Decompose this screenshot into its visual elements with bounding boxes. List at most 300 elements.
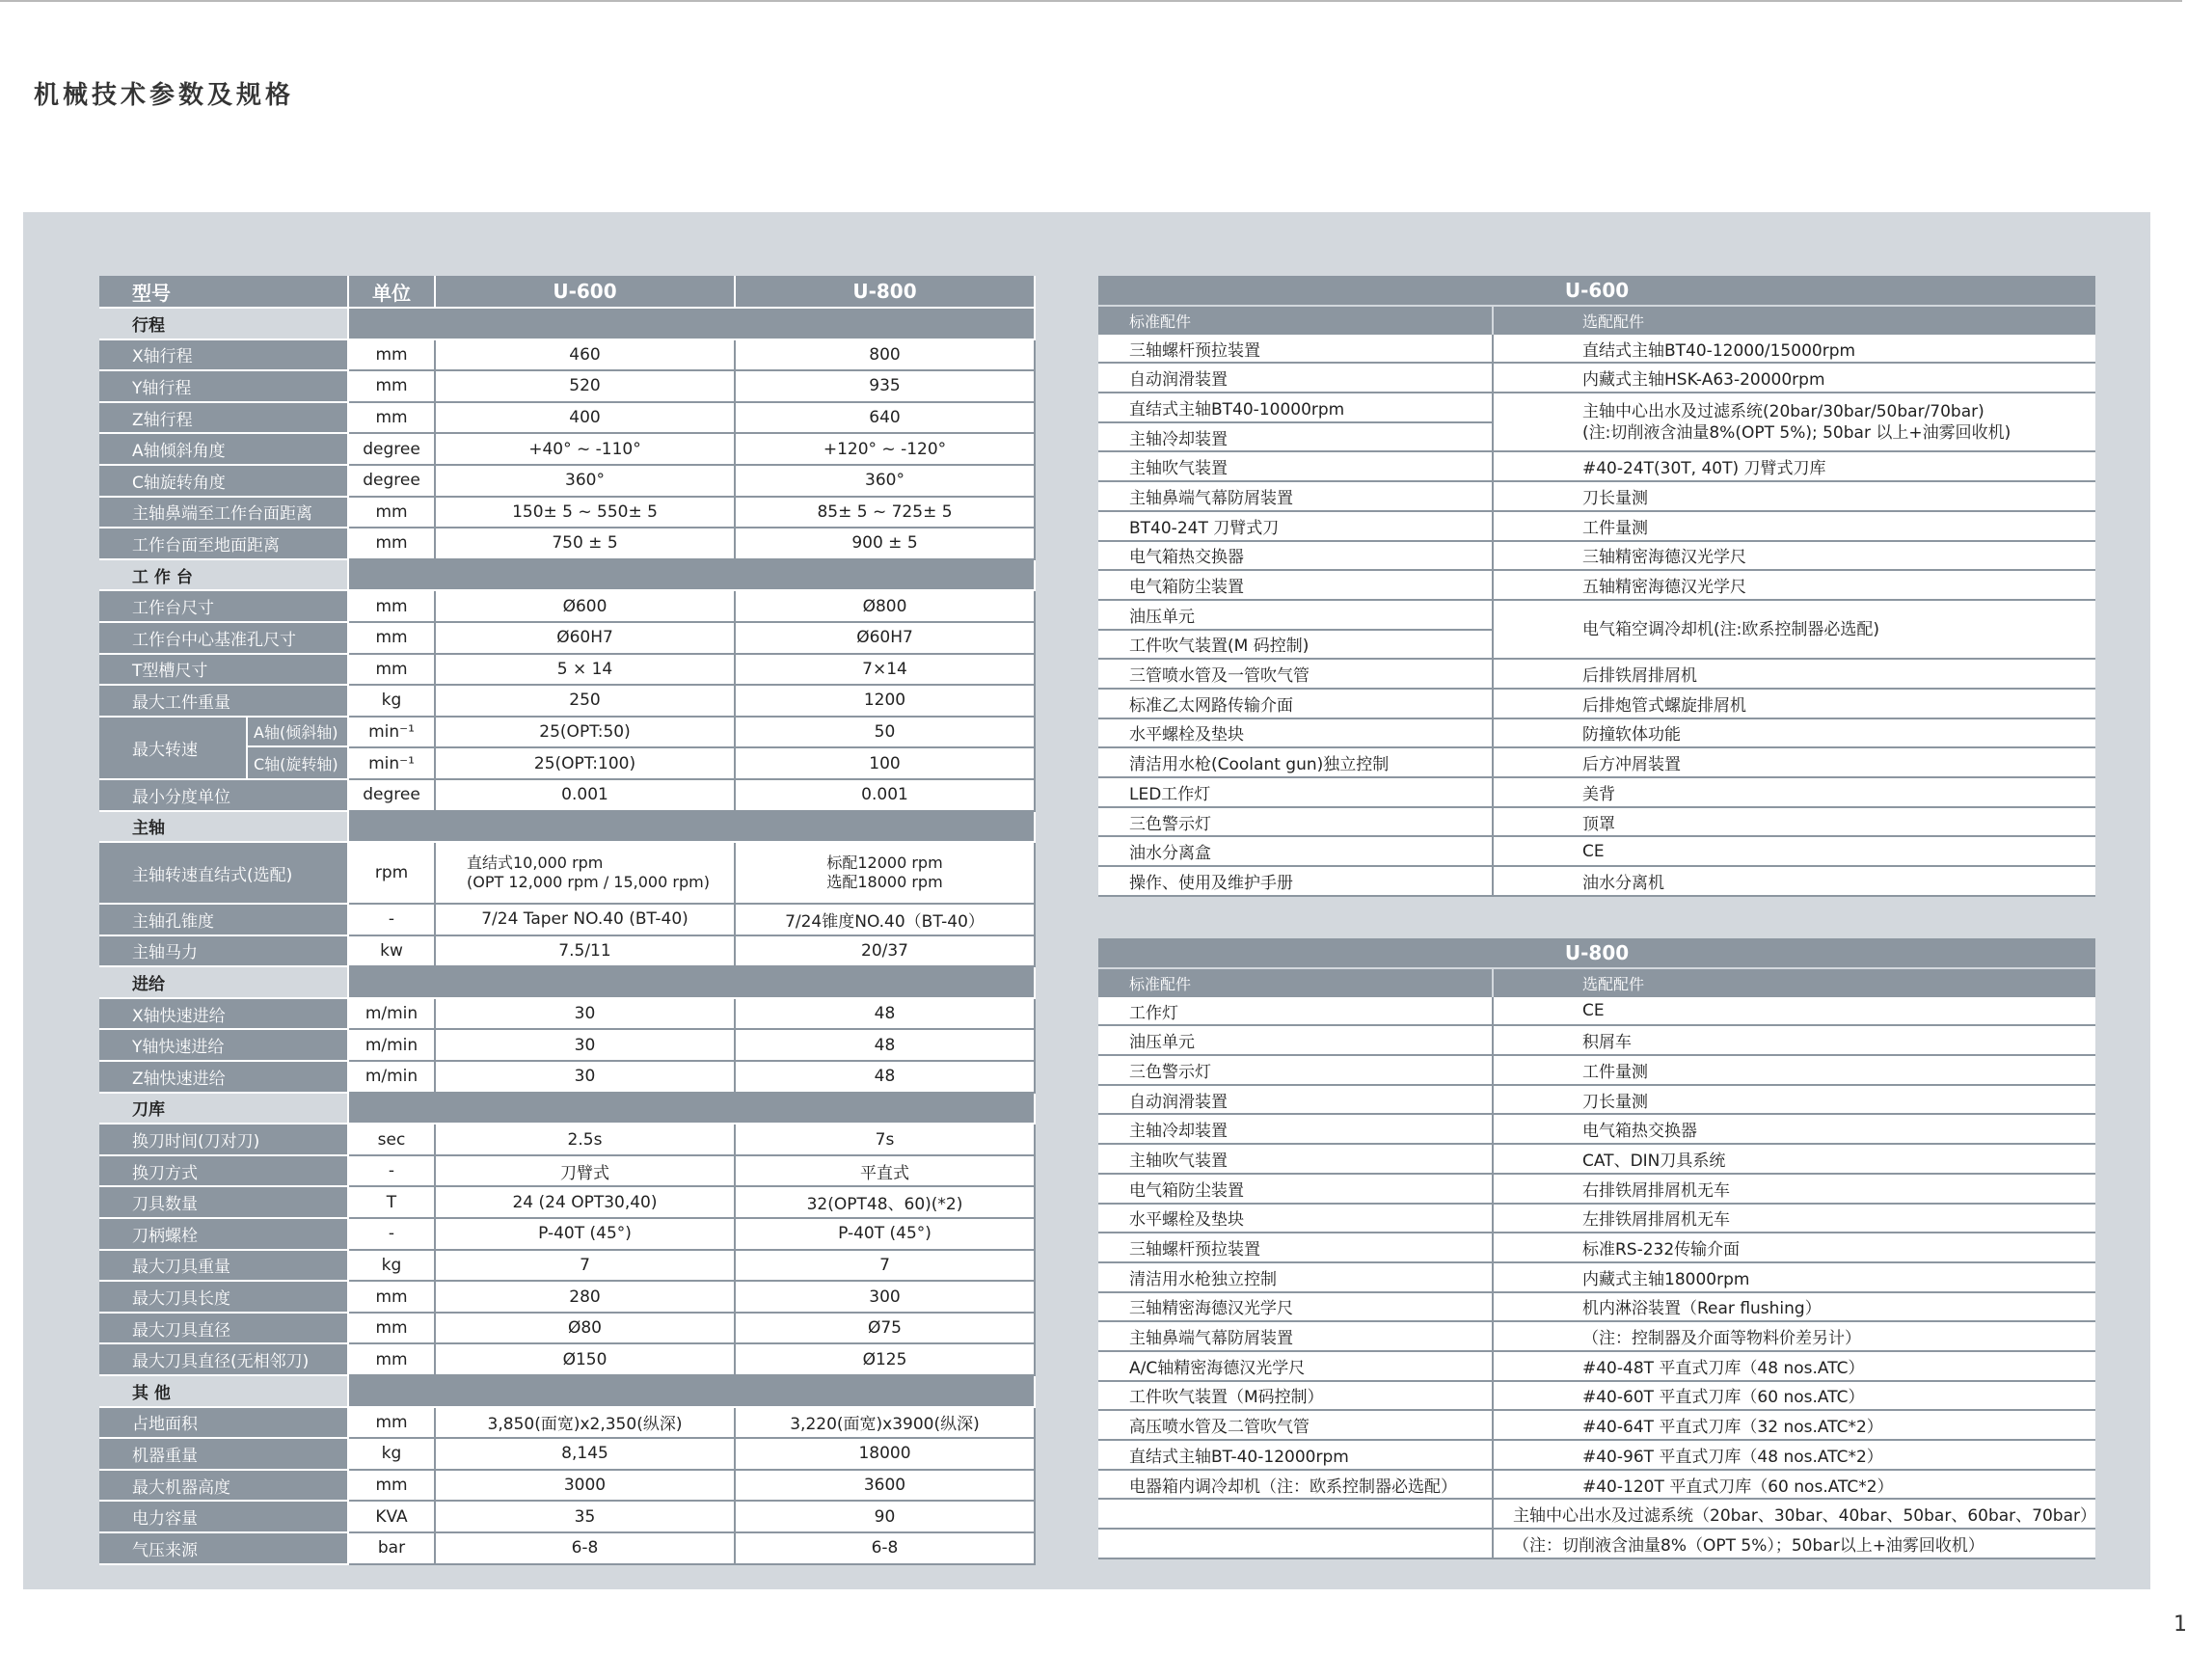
spec-label: 换刀方式 (99, 1155, 348, 1187)
spec-value-u600: 250 (435, 685, 735, 717)
u800-row (1098, 1204, 2095, 1233)
spec-label: 换刀时间(刀对刀) (99, 1124, 348, 1155)
spec-label: 气压来源 (99, 1532, 348, 1564)
spec-unit: min⁻¹ (348, 717, 435, 748)
spec-value-u800: 50 (735, 717, 1035, 748)
u600-optional-item: 油水分离机 (1493, 866, 2095, 896)
u800-standard-item: 电器箱内调冷却机（注：欧系控制器必选配） (1098, 1470, 1493, 1500)
spec-unit: - (348, 1218, 435, 1250)
u600-standard-item: 操作、使用及维护手册 (1098, 866, 1493, 896)
u600-row (1098, 393, 2095, 422)
u600-optional-item: 顶罩 (1493, 807, 2095, 837)
spec-unit: mm (348, 622, 435, 654)
spec-value-u800: 360° (735, 465, 1035, 497)
spec-value-u800: 7s (735, 1124, 1035, 1155)
spec-label: 占地面积 (99, 1407, 348, 1439)
spec-value-u800: 800 (735, 339, 1035, 371)
spec-row (99, 1470, 1035, 1502)
u800-optional-item: CE (1493, 997, 2095, 1026)
header-u600: U-600 (435, 276, 735, 308)
spec-row (99, 497, 1035, 528)
top-rule (0, 0, 2182, 2)
spec-value-u800: P-40T (45°) (735, 1218, 1035, 1250)
spec-row (99, 370, 1035, 402)
spec-row (99, 1029, 1035, 1061)
u600-optional-item: CE (1493, 836, 2095, 866)
spec-unit: mm (348, 654, 435, 686)
spec-section-title: 工 作 台 (99, 559, 348, 591)
u800-optional-item: 右排铁屑排屑机无车 (1493, 1174, 2095, 1204)
spec-unit: m/min (348, 998, 435, 1030)
u600-standard-item: 主轴鼻端气幕防屑装置 (1098, 481, 1493, 511)
spec-section-row (99, 811, 1035, 843)
u600-body (1098, 335, 2095, 896)
u800-row (1098, 1233, 2095, 1262)
spec-value-u800: 7 (735, 1250, 1035, 1282)
spec-unit: mm (348, 590, 435, 622)
max-speed-sub-a: A轴(倾斜轴) (248, 718, 347, 748)
spec-value-u800: 32(OPT48、60)(*2) (735, 1186, 1035, 1218)
u600-standard-item: 主轴吹气装置 (1098, 451, 1493, 481)
spec-value-u600: 2.5s (435, 1124, 735, 1155)
u600-row (1098, 363, 2095, 393)
spec-label: 刀柄螺栓 (99, 1218, 348, 1250)
u600-optional-item: 后方冲屑装置 (1493, 747, 2095, 777)
u800-optional-item: 内藏式主轴18000rpm (1493, 1262, 2095, 1292)
spec-section-row (99, 308, 1035, 339)
spec-value-u800: 48 (735, 998, 1035, 1030)
spec-row (99, 1313, 1035, 1344)
spec-label: Z轴快速进给 (99, 1061, 348, 1093)
spec-row (99, 1281, 1035, 1313)
u600-standard-item: 清洁用水枪(Coolant gun)独立控制 (1098, 747, 1493, 777)
spec-value-u600: 3000 (435, 1470, 735, 1502)
u600-optional-item: 美背 (1493, 777, 2095, 807)
u800-row (1098, 1499, 2095, 1529)
u800-row (1098, 1292, 2095, 1322)
spec-label-max-speed (99, 717, 348, 779)
spec-value-u800: 7/24锥度NO.40（BT-40） (735, 904, 1035, 935)
spec-unit: degree (348, 433, 435, 465)
u600-standard-item: BT40-24T 刀臂式刀 (1098, 511, 1493, 541)
u800-row (1098, 1144, 2095, 1174)
u800-standard-item: 水平螺栓及垫块 (1098, 1204, 1493, 1233)
spec-row (99, 779, 1035, 811)
spec-unit: mm (348, 370, 435, 402)
u800-row (1098, 1055, 2095, 1085)
spec-section-title: 其 他 (99, 1375, 348, 1407)
u600-standard-item: 三色警示灯 (1098, 807, 1493, 837)
u800-row (1098, 997, 2095, 1026)
spec-unit: KVA (348, 1501, 435, 1532)
spec-value-u800: 935 (735, 370, 1035, 402)
spec-value-u600: Ø600 (435, 590, 735, 622)
spec-unit: mm (348, 1313, 435, 1344)
spec-value-u600: 460 (435, 339, 735, 371)
max-speed-subs (246, 718, 347, 778)
u800-standard-item: 主轴吹气装置 (1098, 1144, 1493, 1174)
u600-optional-item: 刀长量测 (1493, 481, 2095, 511)
spec-unit: mm (348, 402, 435, 434)
u800-optional-item: #40-120T 平直式刀库（60 nos.ATC*2） (1493, 1470, 2095, 1500)
spec-value-u800: Ø125 (735, 1343, 1035, 1375)
spec-section-row (99, 966, 1035, 998)
spec-row (99, 1186, 1035, 1218)
spec-section-bar (348, 559, 1035, 591)
u800-optional-item: 积屑车 (1493, 1025, 2095, 1055)
spec-value-u600: 750 ± 5 (435, 528, 735, 559)
spec-label: 工作台面至地面距离 (99, 528, 348, 559)
spec-section-row (99, 1093, 1035, 1125)
spec-unit: kg (348, 685, 435, 717)
u800-row (1098, 1410, 2095, 1440)
spec-value-u800: 85± 5 ~ 725± 5 (735, 497, 1035, 528)
spec-value-u600: Ø80 (435, 1313, 735, 1344)
u800-row (1098, 1321, 2095, 1351)
u600-standard-item: 自动润滑装置 (1098, 363, 1493, 393)
u800-optional-item: #40-64T 平直式刀库（32 nos.ATC*2） (1493, 1410, 2095, 1440)
spec-label: 工作台尺寸 (99, 590, 348, 622)
spec-value-u600: 直结式10,000 rpm (OPT 12,000 rpm / 15,000 rpm) (435, 842, 735, 904)
spec-row (99, 842, 1035, 904)
spec-value-u600: 30 (435, 1061, 735, 1093)
spec-row (99, 685, 1035, 717)
u600-standard-item: 电气箱防尘装置 (1098, 570, 1493, 600)
u800-standard-item: 油压单元 (1098, 1025, 1493, 1055)
u600-standard-item: 主轴冷却装置 (1098, 422, 1493, 452)
spec-value-u600: P-40T (45°) (435, 1218, 735, 1250)
u600-row (1098, 451, 2095, 481)
u600-standard-item: 工件吹气装置(M 码控制) (1098, 630, 1493, 660)
u600-optional-item: 后排炮管式螺旋排屑机 (1493, 689, 2095, 718)
spec-row (99, 622, 1035, 654)
u600-row (1098, 747, 2095, 777)
spec-value-u600: +40° ~ -110° (435, 433, 735, 465)
u800-standard-item (1098, 1529, 1493, 1558)
u600-row (1098, 541, 2095, 571)
u800-standard-item: 工件吹气装置（M码控制） (1098, 1381, 1493, 1411)
u800-title: U-800 (1098, 938, 2095, 968)
spec-row (99, 465, 1035, 497)
spec-label: 机器重量 (99, 1438, 348, 1470)
u800-standard-item: 主轴冷却装置 (1098, 1114, 1493, 1144)
spec-value-u600: 150± 5 ~ 550± 5 (435, 497, 735, 528)
u600-row (1098, 481, 2095, 511)
header-u800: U-800 (735, 276, 1035, 308)
spec-value-u600: 8,145 (435, 1438, 735, 1470)
spec-value-u600: 280 (435, 1281, 735, 1313)
spec-row (99, 528, 1035, 559)
spec-unit: kw (348, 935, 435, 967)
spec-label: 主轴鼻端至工作台面距离 (99, 497, 348, 528)
spec-value-u800: 900 ± 5 (735, 528, 1035, 559)
spec-value-u800: 640 (735, 402, 1035, 434)
spec-value-u800: 90 (735, 1501, 1035, 1532)
u600-row (1098, 777, 2095, 807)
u800-standard-item: 自动润滑装置 (1098, 1085, 1493, 1115)
u800-body (1098, 997, 2095, 1558)
spec-section-title: 进给 (99, 966, 348, 998)
spec-unit: sec (348, 1124, 435, 1155)
u600-optional-item: 直结式主轴BT40-12000/15000rpm (1493, 335, 2095, 364)
spec-row (99, 654, 1035, 686)
spec-label: 电力容量 (99, 1501, 348, 1532)
u800-row (1098, 1025, 2095, 1055)
spec-body (99, 308, 1035, 1564)
spec-label: X轴行程 (99, 339, 348, 371)
spec-label: T型槽尺寸 (99, 654, 348, 686)
u600-standard-item: 油压单元 (1098, 600, 1493, 630)
u800-standard-item: 直结式主轴BT-40-12000rpm (1098, 1440, 1493, 1470)
u600-standard-item: 三管喷水管及一管吹气管 (1098, 659, 1493, 689)
u600-title: U-600 (1098, 276, 2095, 306)
spec-section-title: 主轴 (99, 811, 348, 843)
spec-label: X轴快速进给 (99, 998, 348, 1030)
spec-label: 最大刀具直径 (99, 1313, 348, 1344)
spec-row (99, 590, 1035, 622)
u600-row (1098, 689, 2095, 718)
spec-unit: degree (348, 465, 435, 497)
header-model: 型号 (99, 276, 348, 308)
spec-value-u800: 6-8 (735, 1532, 1035, 1564)
spec-unit: kg (348, 1250, 435, 1282)
spec-unit: rpm (348, 842, 435, 904)
spec-value-u800: 20/37 (735, 935, 1035, 967)
u800-optional-item: （注：控制器及介面等物料价差另计） (1493, 1321, 2095, 1351)
spec-unit: mm (348, 528, 435, 559)
u600-optional-item: 五轴精密海德汉光学尺 (1493, 570, 2095, 600)
spec-section-title: 行程 (99, 308, 348, 339)
u800-optional-item: #40-96T 平直式刀库（48 nos.ATC*2） (1493, 1440, 2095, 1470)
spec-value-u800: 300 (735, 1281, 1035, 1313)
spec-row (99, 1124, 1035, 1155)
spec-unit: degree (348, 779, 435, 811)
spec-unit: mm (348, 1281, 435, 1313)
u800-optional-item: 左排铁屑排屑机无车 (1493, 1204, 2095, 1233)
spec-row (99, 1438, 1035, 1470)
spec-label: 最大机器高度 (99, 1470, 348, 1502)
spec-value-u800: 48 (735, 1029, 1035, 1061)
spec-unit: mm (348, 1343, 435, 1375)
spec-value-u800: 1200 (735, 685, 1035, 717)
u600-standard-item: 三轴螺杆预拉装置 (1098, 335, 1493, 364)
spec-value-u800: 3600 (735, 1470, 1035, 1502)
max-speed-sub-c: C轴(旋转轴) (254, 754, 338, 773)
spec-row (99, 339, 1035, 371)
u800-standard-item: A/C轴精密海德汉光学尺 (1098, 1351, 1493, 1381)
u600-col-standard: 标准配件 (1098, 306, 1493, 335)
spec-label: 最小分度单位 (99, 779, 348, 811)
spec-value-u600: 520 (435, 370, 735, 402)
spec-section-row (99, 559, 1035, 591)
u600-optional-item: 三轴精密海德汉光学尺 (1493, 541, 2095, 571)
spec-value-u600: 刀臂式 (435, 1155, 735, 1187)
spec-value-u600: 7.5/11 (435, 935, 735, 967)
spec-row (99, 1343, 1035, 1375)
spec-row (99, 1501, 1035, 1532)
page-title: 机械技术参数及规格 (34, 81, 295, 110)
spec-label: 工作台中心基准孔尺寸 (99, 622, 348, 654)
u800-row (1098, 1351, 2095, 1381)
spec-row (99, 1061, 1035, 1093)
u800-optional-item: #40-48T 平直式刀库（48 nos.ATC） (1493, 1351, 2095, 1381)
u800-col-standard: 标准配件 (1098, 968, 1493, 997)
u600-row (1098, 511, 2095, 541)
page-number: 1 (2174, 1612, 2187, 1637)
u600-optional-item: 内藏式主轴HSK-A63-20000rpm (1493, 363, 2095, 393)
spec-value-u800: 平直式 (735, 1155, 1035, 1187)
u600-row (1098, 659, 2095, 689)
spec-label: Z轴行程 (99, 402, 348, 434)
u600-optional-item: 电气箱空调冷却机(注:欧系控制器必选配) (1493, 600, 2095, 659)
u600-row (1098, 570, 2095, 600)
max-speed-text: 最大转速 (132, 740, 198, 760)
spec-unit: kg (348, 1438, 435, 1470)
u600-standard-item: 标准乙太网路传输介面 (1098, 689, 1493, 718)
u800-accessory-table (1098, 938, 2095, 1559)
u600-row (1098, 807, 2095, 837)
spec-section-bar (348, 1093, 1035, 1125)
spec-value-u600: Ø60H7 (435, 622, 735, 654)
spec-unit: bar (348, 1532, 435, 1564)
spec-section-row (99, 1375, 1035, 1407)
spec-label: 主轴马力 (99, 935, 348, 967)
spec-value-u600: 7 (435, 1250, 735, 1282)
u600-row (1098, 600, 2095, 630)
spec-value-u800: Ø800 (735, 590, 1035, 622)
header-unit: 单位 (348, 276, 435, 308)
spec-table (99, 276, 1036, 1565)
spec-value-u600: 24 (24 OPT30,40) (435, 1186, 735, 1218)
u600-row (1098, 866, 2095, 896)
spec-value-u600: 30 (435, 1029, 735, 1061)
spec-value-u800: 48 (735, 1061, 1035, 1093)
spec-row (99, 402, 1035, 434)
u800-standard-item: 三轴螺杆预拉装置 (1098, 1233, 1493, 1262)
spec-section-bar (348, 308, 1035, 339)
u800-standard-item: 高压喷水管及二管吹气管 (1098, 1410, 1493, 1440)
u800-standard-item: 清洁用水枪独立控制 (1098, 1262, 1493, 1292)
spec-value-u800: Ø75 (735, 1313, 1035, 1344)
u800-optional-item: CAT、DIN刀具系统 (1493, 1144, 2095, 1174)
spec-unit: mm (348, 1407, 435, 1439)
u800-optional-item: 机内淋浴装置（Rear flushing） (1493, 1292, 2095, 1322)
u600-optional-item: 工件量测 (1493, 511, 2095, 541)
spec-value-u600: Ø150 (435, 1343, 735, 1375)
u800-standard-item: 电气箱防尘装置 (1098, 1174, 1493, 1204)
spec-value-u800: 100 (735, 747, 1035, 779)
spec-value-u800: Ø60H7 (735, 622, 1035, 654)
spec-header-row (99, 276, 1035, 308)
u600-optional-item: #40-24T(30T, 40T) 刀臂式刀库 (1493, 451, 2095, 481)
spec-section-bar (348, 966, 1035, 998)
spec-label: Y轴快速进给 (99, 1029, 348, 1061)
spec-label: 最大刀具长度 (99, 1281, 348, 1313)
u600-row (1098, 335, 2095, 364)
spec-section-bar (348, 811, 1035, 843)
spec-label: 最大刀具重量 (99, 1250, 348, 1282)
spec-label: Y轴行程 (99, 370, 348, 402)
spec-value-u800: 18000 (735, 1438, 1035, 1470)
u600-standard-item: LED工作灯 (1098, 777, 1493, 807)
spec-label: 最大刀具直径(无相邻刀) (99, 1343, 348, 1375)
u600-standard-item: 油水分离盒 (1098, 836, 1493, 866)
spec-value-u600: 35 (435, 1501, 735, 1532)
spec-value-u800: 3,220(面宽)x3900(纵深) (735, 1407, 1035, 1439)
spec-row (99, 1250, 1035, 1282)
spec-row (99, 998, 1035, 1030)
u800-optional-item: 工件量测 (1493, 1055, 2095, 1085)
u600-optional-item: 防撞软体功能 (1493, 718, 2095, 748)
u800-standard-item (1098, 1499, 1493, 1529)
spec-unit: m/min (348, 1061, 435, 1093)
u800-optional-item: 标准RS-232传输介面 (1493, 1233, 2095, 1262)
spec-unit: mm (348, 1470, 435, 1502)
spec-value-u600: 6-8 (435, 1532, 735, 1564)
spec-row (99, 1218, 1035, 1250)
spec-value-u600: 30 (435, 998, 735, 1030)
spec-label: 最大工件重量 (99, 685, 348, 717)
spec-label: 刀具数量 (99, 1186, 348, 1218)
u800-standard-item: 工作灯 (1098, 997, 1493, 1026)
u800-standard-item: 三色警示灯 (1098, 1055, 1493, 1085)
u800-row (1098, 1381, 2095, 1411)
spec-value-u600: 7/24 Taper NO.40 (BT-40) (435, 904, 735, 935)
u600-optional-item: 主轴中心出水及过滤系统(20bar/30bar/50bar/70bar) (注:切削液含油量8%(OPT 5%); 50bar 以上+油雾回收机) (1493, 393, 2095, 451)
spec-row-speed-a (99, 717, 1035, 748)
u600-row (1098, 718, 2095, 748)
u800-col-optional: 选配配件 (1493, 968, 2095, 997)
u800-optional-item: #40-60T 平直式刀库（60 nos.ATC） (1493, 1381, 2095, 1411)
spec-section-bar (348, 1375, 1035, 1407)
spec-row (99, 1407, 1035, 1439)
spec-unit: mm (348, 497, 435, 528)
spec-value-u600: 25(OPT:100) (435, 747, 735, 779)
u800-row (1098, 1440, 2095, 1470)
spec-unit: T (348, 1186, 435, 1218)
u800-row (1098, 1085, 2095, 1115)
u800-optional-item: （注：切削液含油量8%（OPT 5%）；50bar以上+油雾回收机） (1493, 1529, 2095, 1558)
spec-label: C轴旋转角度 (99, 465, 348, 497)
spec-unit: - (348, 1155, 435, 1187)
u600-col-optional: 选配配件 (1493, 306, 2095, 335)
spec-value-u600: 0.001 (435, 779, 735, 811)
spec-value-u600: 25(OPT:50) (435, 717, 735, 748)
spec-row (99, 1155, 1035, 1187)
spec-value-u800: 0.001 (735, 779, 1035, 811)
u800-row (1098, 1114, 2095, 1144)
u600-standard-item: 直结式主轴BT40-10000rpm (1098, 393, 1493, 422)
u600-optional-item: 后排铁屑排屑机 (1493, 659, 2095, 689)
spec-unit: mm (348, 339, 435, 371)
spec-row (99, 935, 1035, 967)
u600-row (1098, 836, 2095, 866)
spec-value-u800: 7×14 (735, 654, 1035, 686)
spec-value-u600: 400 (435, 402, 735, 434)
spec-value-u800: 标配12000 rpm 选配18000 rpm (735, 842, 1035, 904)
spec-unit: min⁻¹ (348, 747, 435, 779)
spec-label: A轴倾斜角度 (99, 433, 348, 465)
u600-accessory-table (1098, 276, 2095, 897)
u800-optional-item: 主轴中心出水及过滤系统（20bar、30bar、40bar、50bar、60bar、70bar） (1493, 1499, 2095, 1529)
u600-standard-item: 电气箱热交换器 (1098, 541, 1493, 571)
spec-value-u600: 5 × 14 (435, 654, 735, 686)
spec-label: 主轴转速直结式(选配) (99, 842, 348, 904)
spec-unit: m/min (348, 1029, 435, 1061)
spec-section-title: 刀库 (99, 1093, 348, 1125)
u800-row (1098, 1470, 2095, 1500)
u800-standard-item: 三轴精密海德汉光学尺 (1098, 1292, 1493, 1322)
